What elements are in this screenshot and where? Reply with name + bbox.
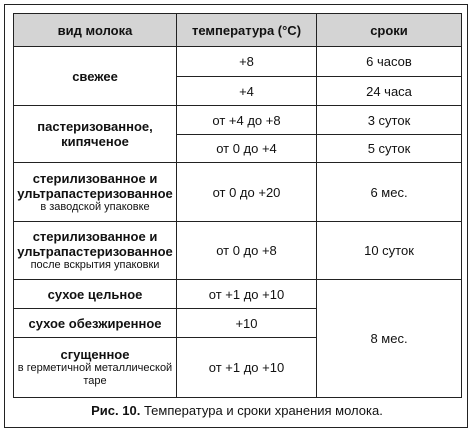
- temperature-cell: от +1 до +10: [177, 338, 317, 398]
- table-row: [14, 280, 462, 309]
- temperature-cell: +4: [177, 77, 317, 106]
- table-row: [14, 106, 462, 135]
- term-cell: 5 суток: [317, 135, 462, 163]
- caption-text: Температура и сроки хранения молока.: [143, 403, 383, 418]
- header-temperature: температура (°С): [177, 14, 317, 47]
- temperature-cell: от +4 до +8: [177, 106, 317, 135]
- term-cell: 24 часа: [317, 77, 462, 106]
- header-row: [14, 14, 462, 47]
- figure-caption: [0, 403, 474, 418]
- header-term: сроки: [317, 14, 462, 47]
- table-row: [14, 222, 462, 280]
- milk-type-cell: [14, 338, 177, 398]
- milk-type-cell: [14, 222, 177, 280]
- milk-type-note: в герметичной металлической таре: [17, 362, 173, 387]
- shared-term-cell: 8 мес.: [317, 280, 462, 398]
- milk-type-note: в заводской упаковке: [40, 200, 150, 213]
- table-row: [14, 163, 462, 222]
- header-type: вид молока: [14, 14, 177, 47]
- caption-label: Рис. 10.: [91, 403, 141, 418]
- temperature-cell: +8: [177, 47, 317, 77]
- milk-type-cell: сухое цельное: [14, 280, 177, 309]
- table-row: [14, 47, 462, 77]
- temperature-cell: от +1 до +10: [177, 280, 317, 309]
- milk-type-label: сгущенное: [60, 347, 130, 362]
- term-cell: 6 часов: [317, 47, 462, 77]
- milk-type-label: стерилизованное и ультрапастеризованное: [17, 170, 173, 201]
- term-cell: 6 мес.: [317, 163, 462, 222]
- milk-type-cell: сухое обезжиренное: [14, 309, 177, 338]
- milk-type-cell: пастеризованное, кипяченое: [14, 106, 177, 163]
- temperature-cell: от 0 до +20: [177, 163, 317, 222]
- milk-type-cell: [14, 163, 177, 222]
- temperature-cell: от 0 до +4: [177, 135, 317, 163]
- term-cell: 3 суток: [317, 106, 462, 135]
- temperature-cell: от 0 до +8: [177, 222, 317, 280]
- milk-type-note: после вскрытия упаковки: [30, 259, 160, 271]
- temperature-cell: +10: [177, 309, 317, 338]
- milk-storage-table: [13, 13, 462, 398]
- milk-type-label: стерилизованное и ультрапастеризованное: [17, 229, 173, 259]
- milk-type-cell: свежее: [14, 47, 177, 106]
- term-cell: 10 суток: [317, 222, 462, 280]
